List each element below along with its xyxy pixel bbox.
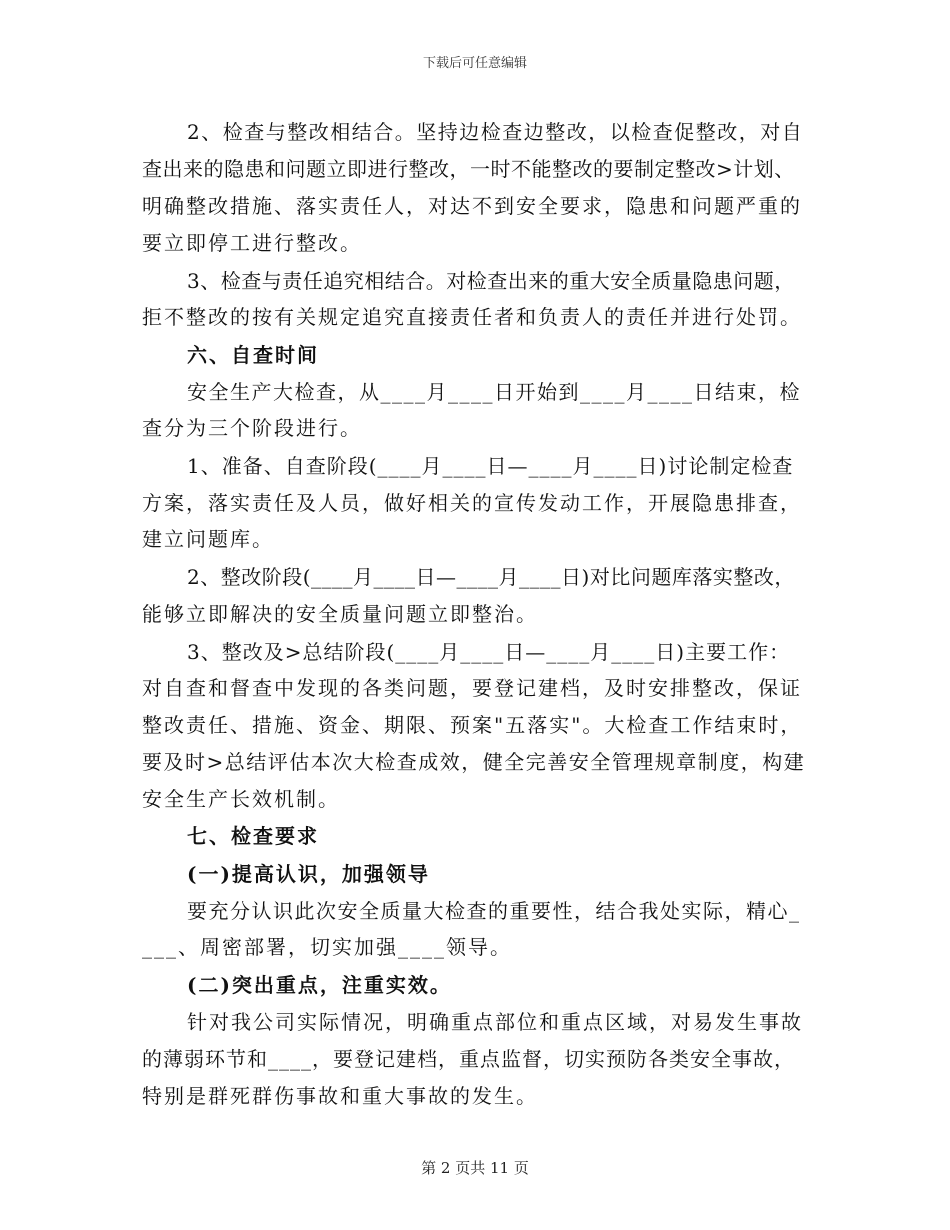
body-text-line: 安全生产大检查，从____月____日开始到____月____日结束，检	[187, 380, 801, 404]
body-text-line: 要及时>总结评估本次大检查成效，健全完善安全管理规章制度，构建	[142, 750, 806, 774]
body-text-line: 方案，落实责任及人员，做好相关的宣传发动工作，开展隐患排查，	[142, 491, 802, 515]
subsection-heading: (二)突出重点，注重实效。	[187, 973, 452, 997]
section-heading: 七、检查要求	[187, 824, 319, 848]
page-footer: 第 2 页共 11 页	[421, 1159, 529, 1177]
subsection-heading: (一)提高认识，加强领导	[187, 862, 430, 886]
body-text-line: 要充分认识此次安全质量大检查的重要性，结合我处实际，精心_	[187, 899, 801, 923]
body-text-line: 3、检查与责任追究相结合。对检查出来的重大安全质量隐患问题，	[187, 269, 795, 293]
body-text-line: 3、整改及>总结阶段(____月____日—____月____日)主要工作：	[187, 640, 791, 664]
body-text-line: 查分为三个阶段进行。	[142, 416, 362, 440]
body-text-line: 要立即停工进行整改。	[142, 231, 362, 255]
body-text-line: 查出来的隐患和问题立即进行整改，一时不能整改的要制定整改>计划、	[142, 157, 795, 181]
body-text-line: 建立问题库。	[142, 527, 274, 551]
section-heading: 六、自查时间	[187, 343, 319, 367]
body-text-line: 2、整改阶段(____月____日—____月____日)对比问题库落实整改，	[187, 565, 795, 589]
body-text-line: 2、检查与整改相结合。坚持边检查边整改，以检查促整改，对自	[187, 120, 804, 144]
page-header: 下载后可任意编辑	[422, 56, 527, 71]
body-text-line: 安全生产长效机制。	[142, 787, 340, 811]
body-text-line: 特别是群死群伤事故和重大事故的发生。	[142, 1084, 538, 1108]
body-text-line: 对自查和督查中发现的各类问题，要登记建档，及时安排整改，保证	[142, 676, 802, 700]
body-text-line: 1、准备、自查阶段(____月____日—____月____日)讨论制定检查	[187, 454, 794, 478]
body-text-line: 的薄弱环节和____，要登记建档，重点监督，切实预防各类安全事故，	[142, 1047, 795, 1071]
body-text-line: 拒不整改的按有关规定追究直接责任者和负责人的责任并进行处罚。	[142, 305, 802, 329]
body-text-line: 明确整改措施、落实责任人，对达不到安全要求，隐患和问题严重的	[142, 194, 802, 218]
body-text-line: 能够立即解决的安全质量问题立即整治。	[142, 602, 538, 626]
body-text-line: 针对我公司实际情况，明确重点部位和重点区域，对易发生事故	[187, 1010, 803, 1034]
body-text-line: 整改责任、措施、资金、期限、预案"五落实"。大检查工作结束时，	[142, 713, 803, 737]
body-text-line: ___、周密部署，切实加强____领导。	[142, 935, 512, 959]
